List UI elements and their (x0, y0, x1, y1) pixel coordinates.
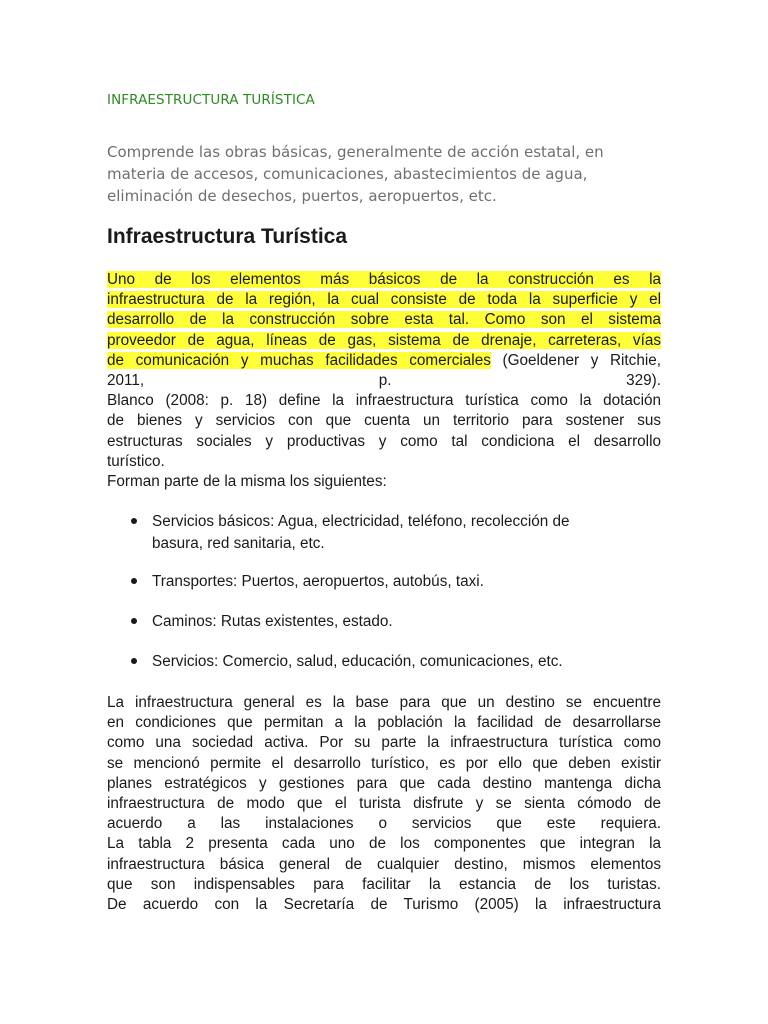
body-line: en condiciones que permitan a la población la facilidad de desarrollarse (107, 714, 661, 732)
bullet-text: Transportes: Puertos, aeropuertos, autobús, taxi. (152, 573, 484, 591)
bullet-item (107, 571, 661, 593)
highlighted-text: de comunicación y muchas facilidades comerciales (107, 351, 491, 369)
body-line: planes estratégicos y gestiones para que cada destino mantenga dicha (107, 774, 661, 792)
body-line: De acuerdo con la Secretaría de Turismo (2005) la infraestructura (107, 896, 661, 914)
body-line (107, 270, 661, 290)
highlighted-text: Uno de los elementos más básicos de la construcción es la (107, 271, 661, 288)
closing-paragraph (107, 693, 661, 915)
bullet-text: basura, red sanitaria, etc. (152, 535, 325, 553)
highlighted-text: infraestructura de la región, la cual consiste de toda la superficie y el (107, 291, 661, 309)
citation-page-label: p. (378, 372, 392, 390)
bullet-item (107, 651, 661, 673)
bullet-icon (131, 518, 137, 524)
bullet-icon (131, 658, 137, 664)
body-line: acuerdo a las instalaciones o servicios que este requiera. (107, 815, 661, 833)
body-line: Forman parte de la misma los siguientes: (107, 473, 387, 491)
intro-line: eliminación de desechos, puertos, aeropuertos, etc. (107, 187, 497, 205)
body-line (107, 310, 661, 330)
body-line: que son indispensables para facilitar la estancia de los turistas. (107, 875, 661, 893)
body-line: estructuras sociales y productivas y como tal condiciona el desarrollo (107, 432, 661, 450)
citation-text: (Goeldener y Ritchie, (490, 351, 661, 369)
bullet-icon (131, 618, 137, 624)
body-line: como una sociedad activa. Por su parte la infraestructura turística como (107, 734, 661, 752)
section-title: INFRAESTRUCTURA TURÍSTICA (107, 92, 315, 108)
citation-year: 2011, (107, 372, 145, 390)
bullet-icon (131, 578, 137, 584)
body-line: La infraestructura general es la base para que un destino se encuentre (107, 694, 661, 711)
body-line (107, 290, 661, 310)
intro-line: Comprende las obras básicas, generalmente de acción estatal, en (107, 143, 604, 161)
citation-page-number: 329). (626, 372, 662, 390)
body-line: La tabla 2 presenta cada uno de los componentes que integran la (107, 835, 661, 853)
bullet-text: Servicios básicos: Agua, electricidad, teléfono, recolección de (152, 513, 570, 531)
bullet-list (107, 511, 661, 673)
body-line: turístico. (107, 452, 165, 470)
bullet-item (107, 611, 661, 633)
highlighted-text: proveedor de agua, líneas de gas, sistema de drenaje, carreteras, vías (107, 331, 661, 349)
body-line: infraestructura de modo que el turista disfrute y se sienta cómodo de (107, 795, 661, 813)
body-line: infraestructura básica general de cualquier destino, mismos elementos (107, 855, 661, 873)
bullet-text: Caminos: Rutas existentes, estado. (152, 613, 393, 631)
citation-line (107, 371, 661, 391)
bullet-text: Servicios: Comercio, salud, educación, comunicaciones, etc. (152, 653, 563, 671)
body-line (107, 331, 661, 351)
body-line: de bienes y servicios con que cuenta un territorio para sostener sus (107, 412, 661, 430)
highlighted-text: desarrollo de la construcción sobre esta tal. Como son el sistema (107, 311, 661, 329)
body-paragraph (107, 270, 661, 673)
intro-line: materia de accesos, comunicaciones, abastecimientos de agua, (107, 165, 588, 183)
intro-paragraph (107, 141, 661, 207)
body-line (107, 351, 661, 371)
body-line: Blanco (2008: p. 18) define la infraestructura turística como la dotación (107, 392, 661, 410)
page-heading: Infraestructura Turística (107, 225, 348, 248)
bullet-item (107, 511, 661, 555)
body-line: se mencionó permite el desarrollo turístico, es por ello que deben existir (107, 754, 661, 772)
